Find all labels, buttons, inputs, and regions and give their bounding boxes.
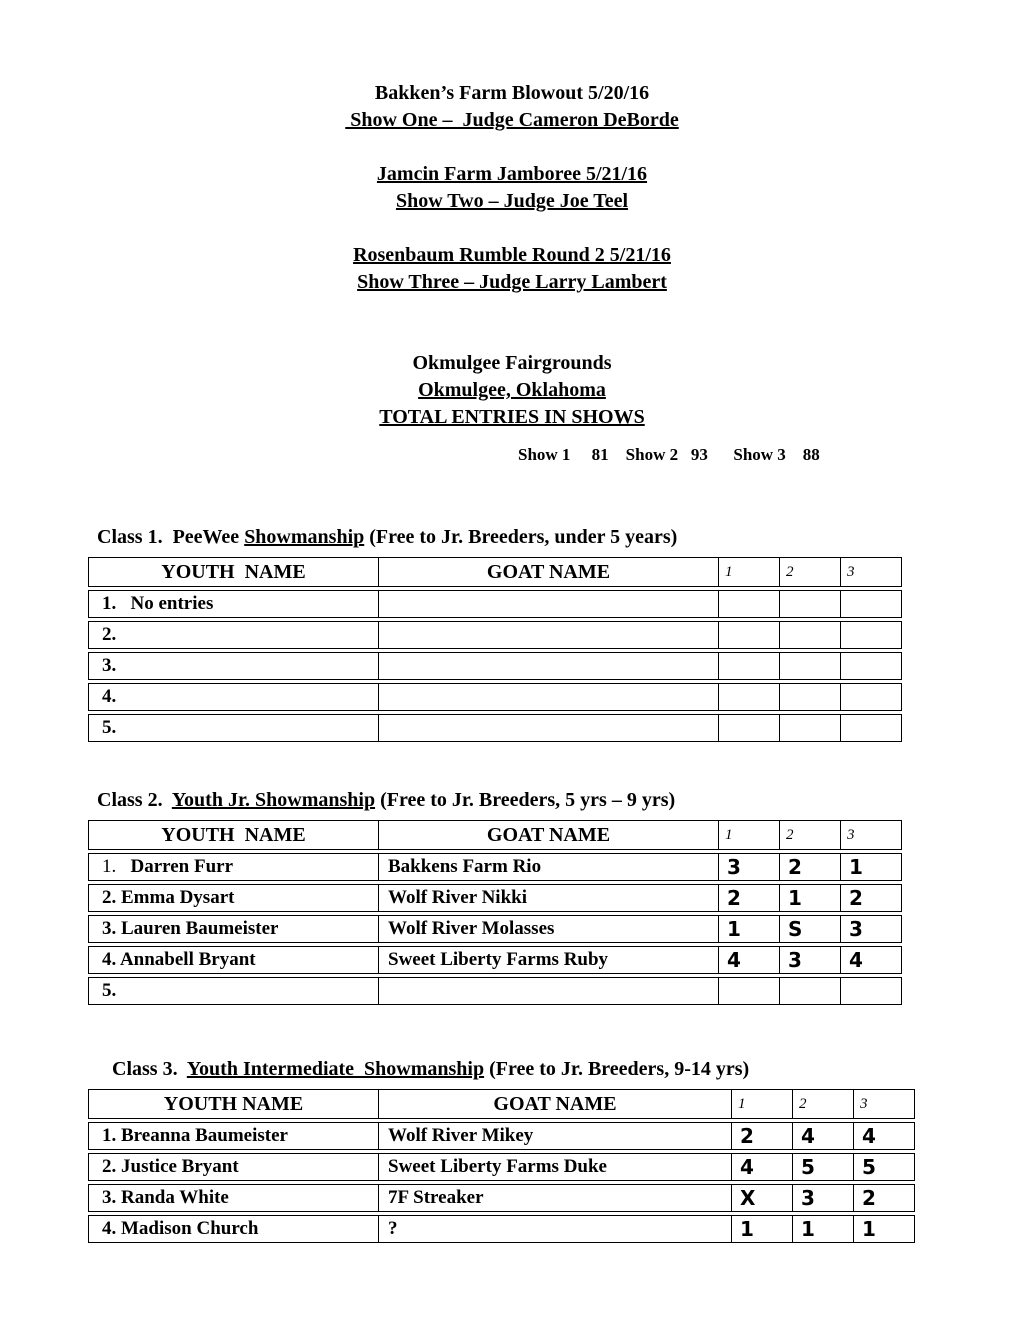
placing-1-cell: 2 [719, 884, 780, 912]
goat-name-cell: Sweet Liberty Farms Duke [379, 1153, 732, 1181]
event-3-show-judge: Show Three – Judge Larry Lambert [357, 271, 667, 293]
youth-name-cell: 4. [88, 683, 379, 711]
table-row [88, 1184, 915, 1212]
class-heading-name: Youth Jr. Showmanship [171, 789, 376, 811]
goat-name-cell: ? [379, 1215, 732, 1243]
placing-2-cell [780, 652, 841, 680]
table-row [88, 977, 902, 1005]
placing-3-cell [841, 683, 902, 711]
show-3-column-header: 3 [841, 820, 902, 850]
goat-name-cell [379, 714, 719, 742]
placing-1-cell: 1 [719, 915, 780, 943]
placing-2-cell: 3 [793, 1184, 854, 1212]
table-row [88, 1122, 915, 1150]
show-3-column-header: 3 [841, 557, 902, 587]
class-heading-post: (Free to Jr. Breeders, 9-14 yrs) [484, 1058, 750, 1080]
event-1-show-judge: Show One – Judge Cameron DeBorde [345, 109, 679, 131]
placing-3-cell: 1 [854, 1215, 915, 1243]
total-entries-title: TOTAL ENTRIES IN SHOWS [379, 406, 645, 428]
placing-1-cell: 1 [732, 1215, 793, 1243]
table-header-row [88, 820, 902, 850]
placing-1-cell: X [732, 1184, 793, 1212]
youth-name-cell [88, 853, 379, 881]
event-3-title: Rosenbaum Rumble Round 2 5/21/16 [353, 244, 671, 266]
class-heading-pre: Class 3. [112, 1058, 187, 1080]
placing-1-cell: 2 [732, 1122, 793, 1150]
youth-name-cell: 5. [88, 977, 379, 1005]
show-3-column-header: 3 [854, 1089, 915, 1119]
placing-2-cell: 1 [780, 884, 841, 912]
spacer [88, 323, 936, 350]
table-row [88, 884, 902, 912]
table-row [88, 1215, 915, 1243]
placing-1-cell [719, 977, 780, 1005]
placing-2-cell: 1 [793, 1215, 854, 1243]
class-2-section [88, 787, 936, 1008]
show-1-column-header: 1 [732, 1089, 793, 1119]
class-heading-post: (Free to Jr. Breeders, under 5 years) [364, 526, 678, 548]
class-heading-pre: Class 2. [97, 789, 172, 811]
youth-name-cell: 2. Justice Bryant [88, 1153, 379, 1181]
placing-3-cell: 3 [841, 915, 902, 943]
placing-3-cell: 4 [854, 1122, 915, 1150]
youth-name-cell: 1. No entries [88, 590, 379, 618]
show-1-column-header: 1 [719, 557, 780, 587]
goat-name-cell: Wolf River Mikey [379, 1122, 732, 1150]
placing-3-cell [841, 621, 902, 649]
youth-name: Darren Furr [130, 856, 234, 877]
placing-1-cell [719, 590, 780, 618]
table-row [88, 946, 902, 974]
goat-name-column-header: GOAT NAME [379, 1089, 732, 1119]
table-row [88, 714, 902, 742]
table-header-row [88, 1089, 915, 1119]
placing-3-cell: 2 [854, 1184, 915, 1212]
placing-2-cell [780, 590, 841, 618]
table-row [88, 1153, 915, 1181]
class-heading-name: Showmanship [244, 526, 365, 548]
class-heading-post: (Free to Jr. Breeders, 5 yrs – 9 yrs) [375, 789, 676, 811]
show-2-column-header: 2 [780, 820, 841, 850]
goat-name-cell: Wolf River Molasses [379, 915, 719, 943]
document-header [88, 80, 936, 431]
placing-3-cell: 5 [854, 1153, 915, 1181]
placing-2-cell [780, 977, 841, 1005]
table-row [88, 683, 902, 711]
goat-name-cell [379, 621, 719, 649]
goat-name-column-header: GOAT NAME [379, 557, 719, 587]
table-header-row [88, 557, 902, 587]
class-1-section [88, 524, 936, 745]
placing-3-cell [841, 652, 902, 680]
placing-3-cell: 1 [841, 853, 902, 881]
placing-3-cell [841, 977, 902, 1005]
class-1-heading [97, 524, 936, 551]
spacer [88, 134, 936, 161]
show-2-column-header: 2 [780, 557, 841, 587]
table-row [88, 621, 902, 649]
placing-2-cell [780, 621, 841, 649]
class-2-heading [97, 787, 936, 814]
placing-1-cell: 4 [732, 1153, 793, 1181]
goat-name-cell: 7F Streaker [379, 1184, 732, 1212]
placing-3-cell: 2 [841, 884, 902, 912]
youth-name-column-header: YOUTH NAME [88, 557, 379, 587]
placing-2-cell: 5 [793, 1153, 854, 1181]
placing-1-cell [719, 652, 780, 680]
youth-name-cell: 3. Randa White [88, 1184, 379, 1212]
placing-2-cell [780, 683, 841, 711]
row-number: 1. [102, 856, 131, 877]
show-1-column-header: 1 [719, 820, 780, 850]
placing-3-cell [841, 590, 902, 618]
event-1-title: Bakken’s Farm Blowout 5/20/16 [374, 82, 650, 104]
youth-name-cell: 2. Emma Dysart [88, 884, 379, 912]
youth-name-cell: 4. Madison Church [88, 1215, 379, 1243]
placing-2-cell: S [780, 915, 841, 943]
placing-2-cell: 3 [780, 946, 841, 974]
event-2-show-judge: Show Two – Judge Joe Teel [395, 190, 629, 212]
youth-name-column-header: YOUTH NAME [88, 820, 379, 850]
table-row [88, 590, 902, 618]
spacer [88, 215, 936, 242]
youth-name-column-header: YOUTH NAME [88, 1089, 379, 1119]
goat-name-cell [379, 652, 719, 680]
placing-2-cell: 2 [780, 853, 841, 881]
venue-location: Okmulgee, Oklahoma [418, 379, 606, 401]
goat-name-cell [379, 590, 719, 618]
venue-name: Okmulgee Fairgrounds [412, 352, 612, 374]
class-2-results-table [88, 817, 902, 1008]
goat-name-column-header: GOAT NAME [379, 820, 719, 850]
table-row [88, 915, 902, 943]
class-3-results-table [88, 1086, 915, 1246]
goat-name-cell [379, 977, 719, 1005]
goat-name-cell: Sweet Liberty Farms Ruby [379, 946, 719, 974]
youth-name-cell: 4. Annabell Bryant [88, 946, 379, 974]
goat-name-cell: Wolf River Nikki [379, 884, 719, 912]
show-2-column-header: 2 [793, 1089, 854, 1119]
youth-name-cell: 3. Lauren Baumeister [88, 915, 379, 943]
table-row [88, 652, 902, 680]
event-2-title: Jamcin Farm Jamboree 5/21/16 [376, 163, 648, 185]
placing-2-cell [780, 714, 841, 742]
placing-1-cell: 4 [719, 946, 780, 974]
youth-name-cell: 3. [88, 652, 379, 680]
goat-name-cell: Bakkens Farm Rio [379, 853, 719, 881]
class-heading-name: Youth Intermediate Showmanship [186, 1058, 485, 1080]
class-3-heading [112, 1056, 936, 1083]
youth-name-cell: 5. [88, 714, 379, 742]
table-row [88, 853, 902, 881]
placing-1-cell [719, 683, 780, 711]
placing-1-cell: 3 [719, 853, 780, 881]
placing-3-cell: 4 [841, 946, 902, 974]
class-1-results-table [88, 554, 902, 745]
placing-2-cell: 4 [793, 1122, 854, 1150]
spacer [88, 296, 936, 323]
placing-3-cell [841, 714, 902, 742]
class-heading-pre: Class 1. PeeWee [97, 526, 245, 548]
placing-1-cell [719, 714, 780, 742]
youth-name-cell: 2. [88, 621, 379, 649]
youth-name-cell: 1. Breanna Baumeister [88, 1122, 379, 1150]
placing-1-cell [719, 621, 780, 649]
goat-name-cell [379, 683, 719, 711]
class-3-section [88, 1056, 936, 1246]
show-entry-totals: Show 1 81 Show 2 93 Show 3 88 [518, 445, 820, 464]
